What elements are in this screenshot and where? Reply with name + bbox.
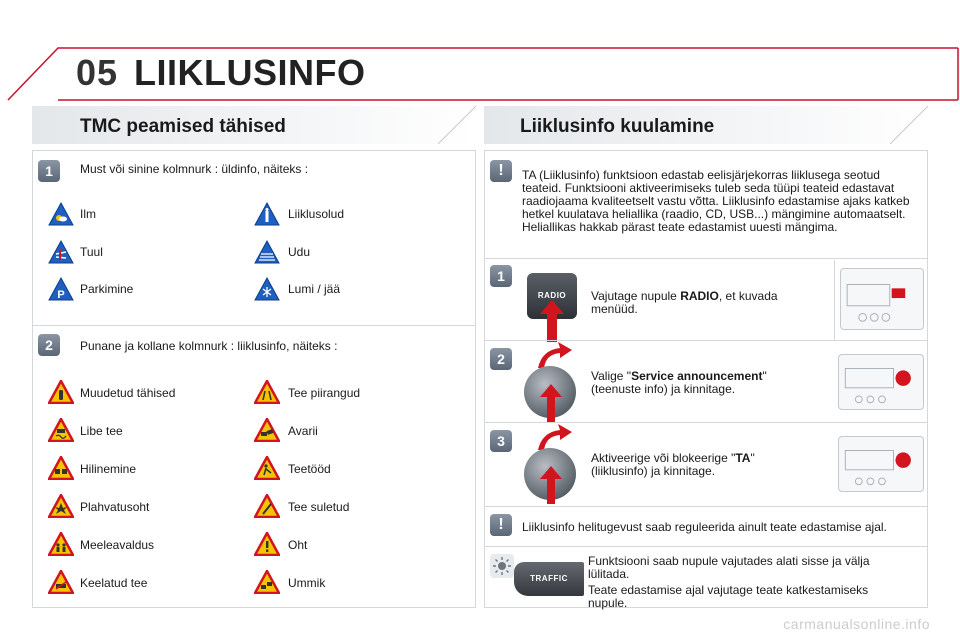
legend-label: Avarii bbox=[288, 424, 318, 438]
legend-label: Ilm bbox=[80, 207, 96, 221]
legend-label: Tee piirangud bbox=[288, 386, 361, 400]
step-badge-3: 3 bbox=[490, 430, 512, 452]
legend-label: Hilinemine bbox=[80, 462, 137, 476]
legend-label: Teetööd bbox=[288, 462, 331, 476]
watermark: carmanualsonline.info bbox=[783, 616, 930, 632]
accident-icon bbox=[254, 418, 280, 442]
legend-label: Tuul bbox=[80, 245, 103, 259]
step3-text: Aktiveerige või blokeerige "TA" (liiklusinfo) ja kinnitage. bbox=[591, 451, 755, 478]
legend-label: Meeleavaldus bbox=[80, 538, 155, 552]
legend-label: Liiklusolud bbox=[288, 207, 345, 221]
legend-label: Udu bbox=[288, 245, 311, 259]
step2-intro: Punane ja kollane kolmnurk : liiklusinfo, näiteks : bbox=[80, 339, 338, 353]
wind-icon bbox=[48, 240, 74, 264]
step-badge-2: 2 bbox=[38, 334, 60, 356]
legend-label: Keelatud tee bbox=[80, 576, 148, 590]
road-closed-icon bbox=[254, 494, 280, 518]
traffic-jam-icon bbox=[254, 570, 280, 594]
push-arrow-icon bbox=[540, 384, 562, 422]
step1-text: Vajutage nupule RADIO, et kuvada menüüd. bbox=[591, 289, 778, 316]
tip-line2: Teate edastamise ajal vajutage teate katkestamiseks nupule. bbox=[588, 583, 869, 610]
step-badge-1: 1 bbox=[490, 265, 512, 287]
svg-text:P: P bbox=[57, 289, 65, 301]
demonstration-icon bbox=[48, 532, 74, 556]
legend-label: Oht bbox=[288, 538, 308, 552]
fog-icon bbox=[254, 240, 280, 264]
slippery-road-icon bbox=[48, 418, 74, 442]
chapter-number: 05 bbox=[76, 52, 119, 93]
radio-console-icon bbox=[838, 436, 924, 492]
radio-console-icon bbox=[840, 268, 924, 330]
danger-icon bbox=[254, 532, 280, 556]
weather-icon bbox=[48, 202, 74, 226]
road-restriction-icon bbox=[254, 380, 280, 404]
roadworks-icon bbox=[254, 456, 280, 480]
legend-label: Ummik bbox=[288, 576, 326, 590]
push-arrow-icon bbox=[540, 300, 564, 342]
tip-icon bbox=[490, 554, 514, 578]
warning-badge: ! bbox=[490, 514, 512, 536]
legend-label: Lumi / jää bbox=[288, 282, 341, 296]
legend-label: Plahvatusoht bbox=[80, 500, 150, 514]
chapter-title: LIIKLUSINFO bbox=[134, 52, 366, 93]
left-section-title: TMC peamised tähised bbox=[80, 116, 286, 137]
step-badge-2: 2 bbox=[490, 348, 512, 370]
push-arrow-icon bbox=[540, 466, 562, 504]
traffic-button[interactable]: TRAFFIC bbox=[514, 562, 584, 596]
radio-console-icon bbox=[838, 354, 924, 410]
delay-icon bbox=[48, 456, 74, 480]
step1-intro: Must või sinine kolmnurk : üldinfo, näiteks : bbox=[80, 162, 309, 176]
explosion-icon bbox=[48, 494, 74, 518]
warning2-text: Liiklusinfo helitugevust saab reguleerida ainult teate edastamise ajal. bbox=[522, 520, 887, 534]
legend-label: Libe tee bbox=[80, 424, 123, 438]
legend-label: Muudetud tähised bbox=[80, 386, 176, 400]
no-entry-icon bbox=[48, 570, 74, 594]
snow-icon bbox=[254, 277, 280, 301]
legend-label: Tee suletud bbox=[288, 500, 350, 514]
step2-text: Valige "Service announcement" (teenuste info) ja kinnitage. bbox=[591, 369, 767, 396]
warning-text: TA (Liiklusinfo) funktsioon edastab eelisjärjekorras liiklusega seotud teateid. Funktsiooni aktiveerimiseks tuleb seda tüüpi teateid edastavat raadiojaama kvaliteetselt vastu võtta. Liiklusinfo edastamise ajaks katkeb hetkel kuulatava heliallika (raadio, CD, USB...) mängimine automaatselt. Heliallikas hakkab pärast teate edastamist uuesti mängima. bbox=[522, 168, 910, 234]
traffic-icon bbox=[254, 202, 280, 226]
right-section-title: Liiklusinfo kuulamine bbox=[520, 116, 715, 137]
legend-label: Parkimine bbox=[80, 282, 134, 296]
radio-button[interactable]: RADIO bbox=[527, 273, 577, 319]
step-badge-1: 1 bbox=[38, 160, 60, 182]
parking-icon bbox=[48, 277, 74, 301]
tip-line1: Funktsiooni saab nupule vajutades alati sisse ja välja lülitada. bbox=[588, 554, 870, 581]
changed-signs-icon bbox=[48, 380, 74, 404]
warning-badge: ! bbox=[490, 160, 512, 182]
